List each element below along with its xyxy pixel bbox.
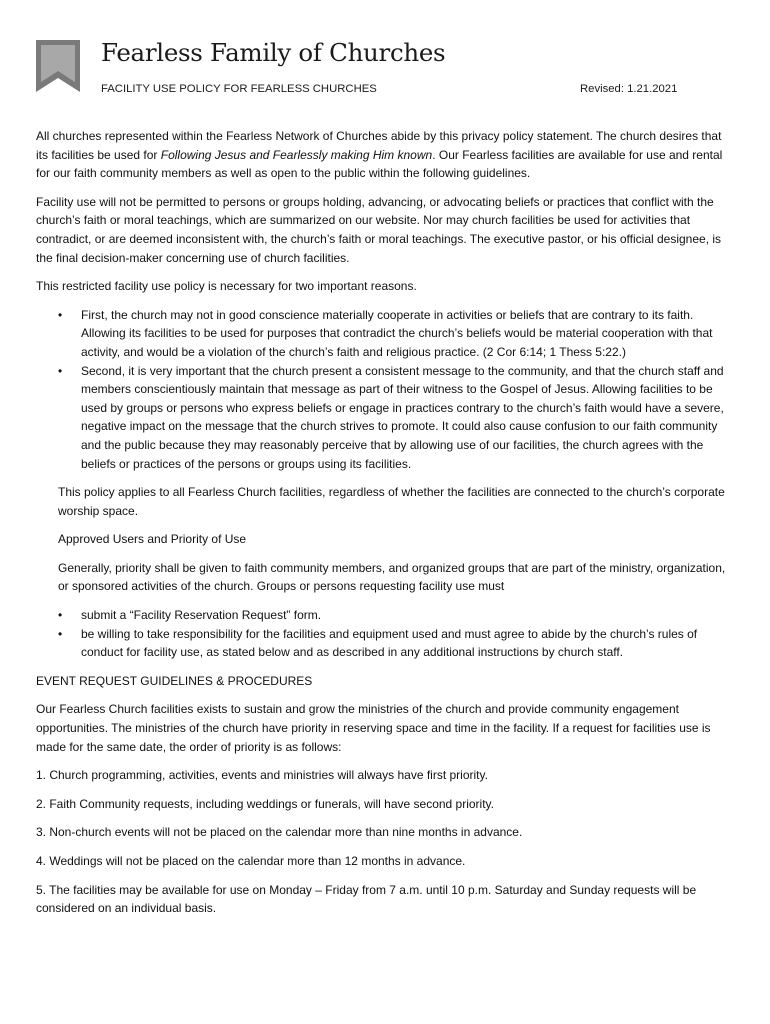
bullet-icon: • [58, 363, 63, 378]
bookmark-ribbon-logo-icon [36, 40, 80, 92]
intro-italic-motto: Following Jesus and Fearlessly making Him known [160, 147, 433, 162]
list-item [36, 625, 736, 662]
reason-text: Second, it is very important that the church present a consistent message to the community, and that the church staff and members conscientiously maintain that message as part of their witness to the Gospel of Jesus. Allowing facilities to be used by groups or persons who express beliefs or engage in practices contrary to the church’s faith would have a severe, negative impact on the message that the church strives to promote. It could also cause confusion to our faith community and the public because they may reasonably perceive that by allowing use of our facilities, the church agrees with the beliefs or practices of the persons or groups using its facilities. [81, 363, 724, 471]
reason-text: First, the church may not in good conscience materially cooperate in activities or beliefs that are contrary to its faith. Allowing its facilities to be used for purposes that contradict the church’s beliefs would be material cooperation with that activity, and would be a violation of the church’s faith and religious practice. (2 Cor 6:14; 1 Thess 5:22.) [81, 307, 713, 359]
list-item [36, 606, 736, 625]
list-item [36, 306, 736, 362]
intro-text-2: . Our Fearless facilities are available for use and rental for our faith community members as well as open to the public within the following guidelines. [36, 147, 723, 181]
requirement-text: be willing to take responsibility for the facilities and equipment used and must agree to abide by the church’s rules of conduct for facility use, as stated below and as described in any additional instructions by church staff. [81, 626, 698, 660]
reasons-intro: This restricted facility use policy is necessary for two important reasons. [36, 279, 417, 294]
priority-item-1: 1. Church programming, activities, events and ministries will always have first priority. [36, 768, 488, 783]
intro-paragraph [36, 127, 736, 183]
list-item [36, 362, 736, 474]
priority-paragraph: Generally, priority shall be given to faith community members, and organized groups that are part of the ministry, organization, or sponsored activities of the church. Groups or persons requesting facility use must [58, 560, 726, 594]
requirement-text: submit a “Facility Reservation Request” form. [81, 608, 322, 623]
bullet-icon: • [58, 626, 63, 641]
revised-date: Revised: 1.21.2021 [580, 83, 678, 95]
reasons-list [36, 306, 736, 473]
requirements-list [36, 606, 736, 662]
intro-text-1: All churches represented within the Fearless Network of Churches abide by this privacy policy statement. The church desires that its facilities be used for [36, 129, 722, 162]
priority-item-5: 5. The facilities may be available for use on Monday – Friday from 7 a.m. until 10 p.m. Saturday and Sunday requests will be considered on an individual basis. [36, 882, 697, 916]
page-title: Fearless Family of Churches [101, 38, 446, 67]
priority-item-3: 3. Non-church events will not be placed on the calendar more than nine months in advance. [36, 825, 523, 840]
policy-subtitle: FACILITY USE POLICY FOR FEARLESS CHURCHES [101, 83, 377, 95]
event-guidelines-heading: EVENT REQUEST GUIDELINES & PROCEDURES [36, 673, 313, 688]
event-intro-paragraph: Our Fearless Church facilities exists to sustain and grow the ministries of the church and provide community engagement opportunities. The ministries of the church have priority in reserving space and time in the facility. If a request for facilities use is made for the same date, the order of priority is as follows: [36, 702, 711, 754]
priority-item-4: 4. Weddings will not be placed on the calendar more than 12 months in advance. [36, 854, 466, 868]
approved-users-heading: Approved Users and Priority of Use [58, 532, 247, 547]
bullet-icon: • [58, 608, 63, 623]
priority-item-2: 2. Faith Community requests, including weddings or funerals, will have second priority. [36, 796, 494, 811]
bullet-icon: • [58, 307, 63, 322]
scope-paragraph: This policy applies to all Fearless Church facilities, regardless of whether the facilities are connected to the church’s corporate worship space. [58, 485, 725, 518]
restriction-paragraph: Facility use will not be permitted to persons or groups holding, advancing, or advocating beliefs or practices that conflict with the church’s faith or moral teachings, which are summarized on our website. Nor may church facilities be used for activities that contradict, or are deemed inconsistent with, the church’s faith or moral teachings. The executive pastor, or his official designee, is the final decision-maker concerning use of church facilities. [36, 194, 722, 265]
policy-body [36, 127, 736, 928]
